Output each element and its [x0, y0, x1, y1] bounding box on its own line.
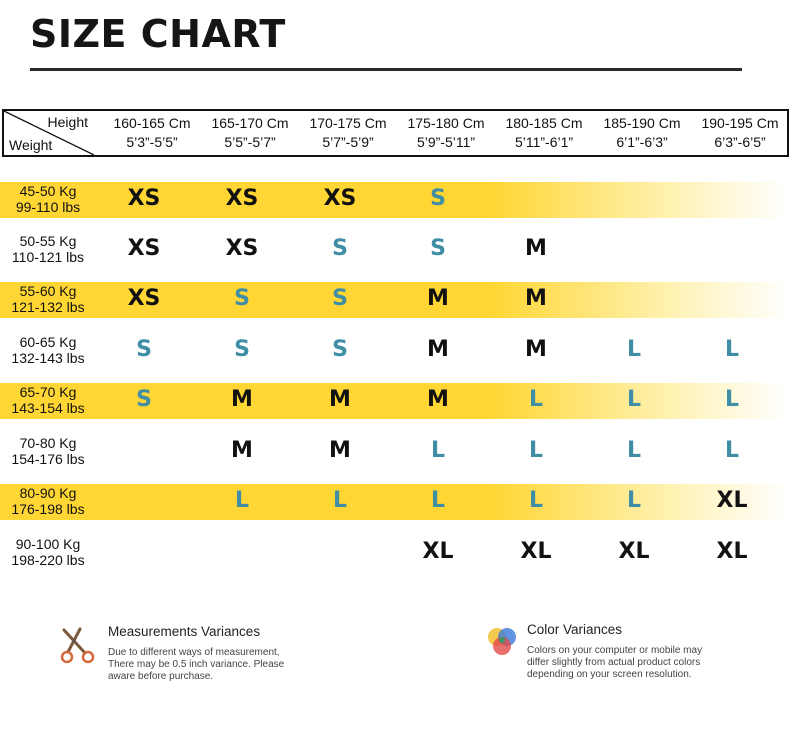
- header-corner-cell: [4, 111, 94, 155]
- size-cell: S: [136, 387, 152, 412]
- size-cell: L: [626, 438, 642, 463]
- size-cell: S: [234, 337, 250, 362]
- size-cell: L: [626, 337, 642, 362]
- size-cell: XS: [127, 236, 161, 261]
- weight-lbs: 110-121 lbs: [11, 249, 85, 265]
- weight-lbs: 143-154 lbs: [11, 400, 85, 416]
- measurement-note-line: Due to different ways of measurement,: [108, 647, 280, 658]
- height-label: Height: [47, 114, 88, 130]
- table-row: [0, 383, 790, 419]
- table-row: [0, 535, 790, 571]
- height-cm: 160-165 Cm: [113, 115, 191, 131]
- measurement-note-title: Measurements Variances: [108, 624, 261, 639]
- scissors-icon: [58, 626, 98, 671]
- color-note-line: Colors on your computer or mobile may: [527, 645, 703, 656]
- size-cell: L: [528, 438, 544, 463]
- height-cm: 180-185 Cm: [505, 115, 583, 131]
- weight-lbs: 132-143 lbs: [11, 350, 85, 366]
- height-ft: 5’7”-5’9”: [322, 134, 374, 150]
- size-cell: XL: [716, 488, 748, 513]
- size-chart-header: [2, 109, 789, 157]
- size-cell: S: [332, 236, 348, 261]
- color-circles-icon: [484, 624, 520, 665]
- height-ft: 6’1”-6’3”: [616, 134, 668, 150]
- height-column-header: [688, 114, 790, 152]
- size-cell: XL: [716, 539, 748, 564]
- weight-kg: 90-100 Kg: [15, 536, 81, 552]
- color-note: [527, 622, 702, 681]
- height-column-header: [394, 114, 498, 152]
- size-cell: XS: [127, 286, 161, 311]
- size-cell: XS: [225, 186, 259, 211]
- size-cell: L: [626, 488, 642, 513]
- table-row: [0, 182, 790, 218]
- weight-kg: 55-60 Kg: [19, 283, 77, 299]
- height-cm: 185-190 Cm: [603, 115, 681, 131]
- size-cell: M: [427, 387, 449, 412]
- size-cell: L: [724, 387, 740, 412]
- size-cell: S: [332, 337, 348, 362]
- weight-kg: 65-70 Kg: [19, 384, 77, 400]
- size-cell: XL: [618, 539, 650, 564]
- weight-lbs: 99-110 lbs: [15, 199, 81, 215]
- weight-label-cell: [2, 435, 94, 467]
- size-cell: L: [234, 488, 250, 513]
- weight-lbs: 154-176 lbs: [11, 451, 85, 467]
- height-column-header: [100, 114, 204, 152]
- size-cell: M: [525, 286, 547, 311]
- size-cell: S: [430, 186, 446, 211]
- weight-kg: 50-55 Kg: [19, 233, 77, 249]
- size-cell: XL: [422, 539, 454, 564]
- color-note-line: differ slightly from actual product colors: [527, 657, 701, 668]
- size-cell: M: [525, 337, 547, 362]
- size-cell: XS: [323, 186, 357, 211]
- size-cell: S: [234, 286, 250, 311]
- size-cell: L: [528, 488, 544, 513]
- weight-label-cell: [2, 536, 94, 568]
- size-cell: M: [329, 387, 351, 412]
- weight-label-cell: [2, 485, 94, 517]
- size-cell: XS: [225, 236, 259, 261]
- size-cell: L: [626, 387, 642, 412]
- size-cell: S: [332, 286, 348, 311]
- size-cell: M: [231, 438, 253, 463]
- size-cell: M: [525, 236, 547, 261]
- height-column-header: [296, 114, 400, 152]
- weight-label-cell: [2, 183, 94, 215]
- weight-lbs: 176-198 lbs: [11, 501, 85, 517]
- height-column-header: [590, 114, 694, 152]
- size-cell: L: [724, 337, 740, 362]
- height-ft: 5’3”-5’5”: [126, 134, 178, 150]
- table-row: [0, 232, 790, 268]
- color-note-body: [527, 645, 702, 681]
- height-cm: 190-195 Cm: [701, 115, 779, 131]
- size-cell: M: [427, 286, 449, 311]
- measurement-note-line: aware before purchase.: [108, 671, 214, 682]
- weight-kg: 60-65 Kg: [19, 334, 77, 350]
- measurement-note-body: [108, 647, 284, 683]
- size-cell: M: [427, 337, 449, 362]
- measurement-note-line: There may be 0.5 inch variance. Please: [108, 659, 285, 670]
- color-note-line: depending on your screen resolution.: [527, 669, 692, 680]
- height-ft: 5’9”-5’11”: [416, 134, 476, 150]
- size-cell: L: [724, 438, 740, 463]
- size-cell: L: [430, 438, 446, 463]
- weight-lbs: 121-132 lbs: [11, 299, 85, 315]
- page-title: SIZE CHART: [30, 12, 286, 56]
- weight-label-cell: [2, 384, 94, 416]
- height-ft: 5’11”-6’1”: [514, 134, 574, 150]
- size-cell: S: [430, 236, 446, 261]
- weight-lbs: 198-220 lbs: [11, 552, 85, 568]
- height-ft: 6’3”-6’5”: [714, 134, 766, 150]
- height-column-header: [492, 114, 596, 152]
- weight-label-cell: [2, 334, 94, 366]
- size-cell: S: [136, 337, 152, 362]
- measurement-note: [108, 624, 284, 683]
- table-row: [0, 434, 790, 470]
- height-column-header: [198, 114, 302, 152]
- size-cell: L: [430, 488, 446, 513]
- weight-kg: 45-50 Kg: [19, 183, 77, 199]
- height-cm: 165-170 Cm: [211, 115, 289, 131]
- title-divider: [30, 68, 742, 71]
- size-cell: L: [528, 387, 544, 412]
- table-row: [0, 484, 790, 520]
- size-cell: L: [332, 488, 348, 513]
- weight-kg: 70-80 Kg: [19, 435, 77, 451]
- height-ft: 5’5”-5’7”: [224, 134, 276, 150]
- size-cell: M: [329, 438, 351, 463]
- table-row: [0, 282, 790, 318]
- weight-label-cell: [2, 283, 94, 315]
- size-cell: M: [231, 387, 253, 412]
- height-cm: 175-180 Cm: [407, 115, 485, 131]
- table-row: [0, 333, 790, 369]
- weight-label-cell: [2, 233, 94, 265]
- weight-label: Weight: [9, 137, 53, 153]
- size-cell: XL: [520, 539, 552, 564]
- color-note-title: Color Variances: [527, 622, 623, 637]
- weight-kg: 80-90 Kg: [19, 485, 77, 501]
- height-cm: 170-175 Cm: [309, 115, 387, 131]
- size-cell: XS: [127, 186, 161, 211]
